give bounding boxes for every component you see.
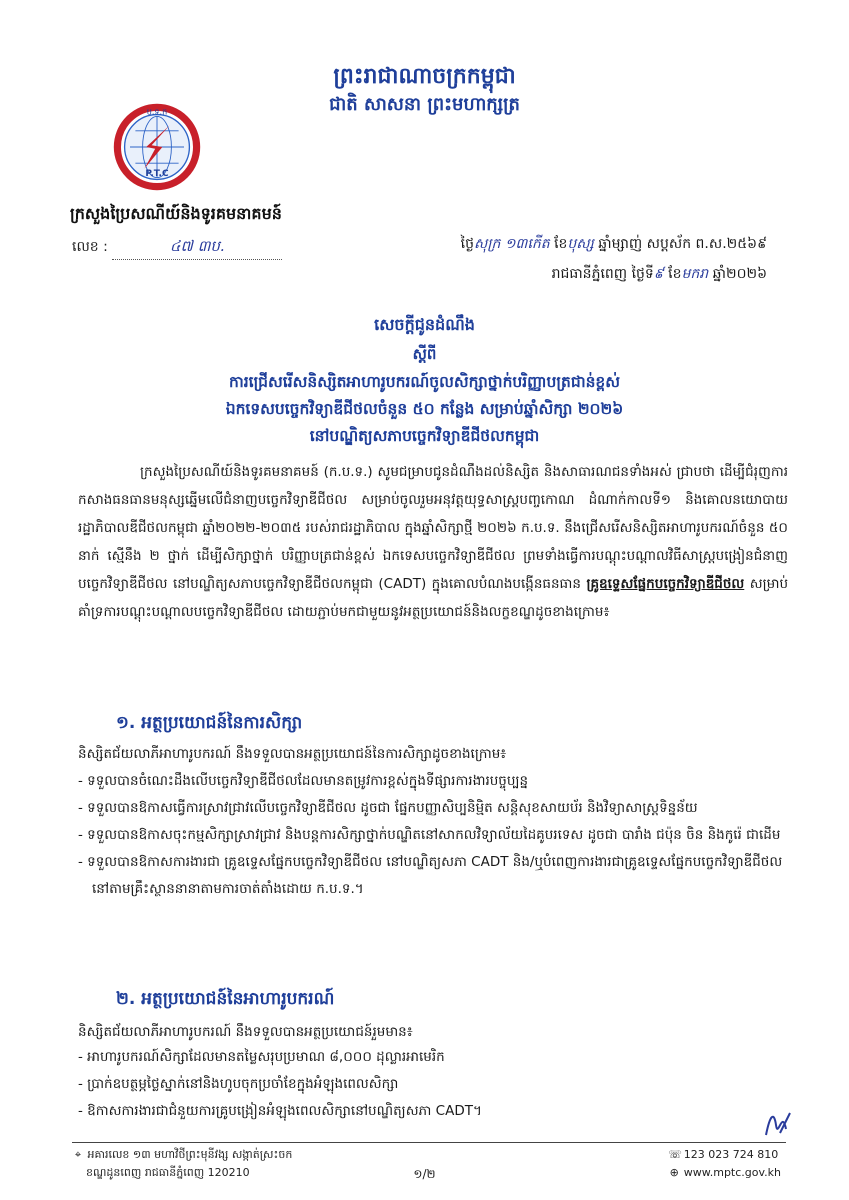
address-line-1: អគារលេខ ១៣ មហាវិថីព្រះមុនីវង្ស សង្កាត់ស្រះចក xyxy=(87,1148,293,1161)
solar-date xyxy=(552,264,767,285)
section-2-heading: ២. អត្ថប្រយោជន៍នៃអាហារូបករណ៍ xyxy=(116,989,335,1009)
subject-line-1: ការជ្រើសរើសនិស្សិតអាហារូបករណ៍ចូលសិក្សាថ្នាក់បរិញ្ញាបត្រជាន់ខ្ពស់ xyxy=(228,373,621,391)
footer-contact xyxy=(668,1146,781,1182)
kingdom-title: ព្រះរាជាណាចក្រកម្ពុជា xyxy=(333,63,516,89)
subject-label: ស្តីពី xyxy=(412,345,437,363)
subject-line-2: ឯកទេសបច្ចេកវិទ្យាឌីជីថលចំនួន ៥០ កន្លែង សម្រាប់ឆ្នាំសិក្សា ២០២៦ xyxy=(225,400,624,418)
intro-underlined: គ្រូឧទ្ទេសផ្នែកបច្ចេកវិទ្យាឌីជីថល xyxy=(586,576,745,592)
reference-label: លេខ : xyxy=(72,239,108,255)
solar-month-prefix: ខែ xyxy=(668,266,682,282)
phone-number: 123 023 724 810 xyxy=(683,1148,779,1161)
solar-day: ៩ xyxy=(653,266,664,282)
website-link[interactable]: www.mptc.gov.kh xyxy=(683,1166,781,1179)
reference-number xyxy=(72,237,282,260)
phone-icon: ☏ xyxy=(668,1148,683,1161)
ministry-logo xyxy=(112,102,202,192)
footer-divider xyxy=(72,1142,786,1143)
solar-year: ឆ្នាំ២០២៦ xyxy=(712,266,767,282)
lunar-date xyxy=(461,234,767,255)
address-line-2: ខណ្ឌដូនពេញ រាជធានីភ្នំពេញ 120210 xyxy=(86,1166,250,1179)
list-item: - ទទួលបានឱកាសចុះកម្មសិក្សាស្រាវជ្រាវ និងបន្តការសិក្សាថ្នាក់បណ្ឌិតនៅសាកលវិទ្យាល័យដៃគូបរទេស ដូចជា បារាំង ជប៉ុន ចិន និងកូរ៉េ ជាដើម xyxy=(78,822,790,849)
intro-text-1: ក្រសួងប្រៃសណីយ៍និងទូរគមនាគមន៍ (ក.ប.ទ.) សូមជម្រាបជូនដំណឹងដល់និស្សិត និងសាធារណជនទាំងអស់ ជ្រាបថា ដើម្បីជំរុញការកសាងធនធានមនុស្សឆ្នើមលើជំនាញបច្ចេកវិទ្យាឌីជីថល សម្រាប់ចូលរួមអនុវត្តយុទ្ធសាស្ត្របញ្ចកោណ ដំណាក់កាលទី១ និងគោលនយោបាយរដ្ឋាភិបាលឌីជីថលកម្ពុជា ឆ្នាំ២០២២-២០៣៥ របស់រាជរដ្ឋាភិបាល ក្នុងឆ្នាំសិក្សាថ្មី ២០២៦ ក.ប.ទ. នឹងជ្រើសរើសនិស្សិតអាហារូបករណ៍ចំនួន ៥០ នាក់ ស្មើនឹង ២ ថ្នាក់ ដើម្បីសិក្សាថ្នាក់ បរិញ្ញាបត្រជាន់ខ្ពស់ ឯកទេសបច្ចេកវិទ្យាឌីជីថល ព្រមទាំងធ្វើការបណ្តុះបណ្តាលវិធីសាស្ត្របង្រៀនជំនាញបច្ចេកវិទ្យាឌីជីថល នៅបណ្ឌិត្យសភាបច្ចេកវិទ្យាឌីជីថលកម្ពុជា (CADT) ក្នុងគោលបំណងបង្កើនធនធាន xyxy=(78,464,788,592)
section-1-list xyxy=(78,768,790,903)
initial-signature xyxy=(760,1105,796,1141)
list-item: - ប្រាក់ឧបត្ថម្ភថ្លៃស្នាក់នៅនិងហូបចុកប្រចាំខែក្នុងអំឡុងពេលសិក្សា xyxy=(78,1071,790,1098)
solar-prefix: រាជធានីភ្នំពេញ ថ្ងៃទី xyxy=(551,266,654,282)
reference-value: ៤៧ ៣ប. xyxy=(169,237,225,255)
logo-text: P.T.C xyxy=(145,168,169,179)
page-number: ១/២ xyxy=(413,1167,436,1181)
logo-top-text: ប.ទ.ក xyxy=(146,106,168,117)
ministry-name: ក្រសួងប្រៃសណីយ៍និងទូរគមនាគមន៍ xyxy=(70,204,282,223)
solar-month: មករា xyxy=(681,266,709,282)
lunar-day-prefix: ថ្ងៃ xyxy=(460,236,474,252)
document-title: សេចក្តីជូនដំណឹង xyxy=(374,315,475,334)
section-1-lead: និស្សិតជ័យលាភីអាហារូបករណ៍ នឹងទទួលបានអត្ថប្រយោជន៍នៃការសិក្សាដូចខាងក្រោម៖ xyxy=(78,746,507,762)
intro-text-2: សម្រាប់គាំទ្រការបណ្តុះបណ្តាលបច្ចេកវិទ្យាឌីជីថល ដោយភ្ជាប់មកជាមួយនូវអត្ថប្រយោជន៍និងលក្ខខណ្ឌដូចខាងក្រោម៖ xyxy=(78,576,789,620)
lunar-day: សុក្រ ១៣កើត xyxy=(473,236,550,252)
subject-line-3: នៅបណ្ឌិត្យសភាបច្ចេកវិទ្យាឌីជីថលកម្ពុជា xyxy=(309,427,540,445)
national-motto: ជាតិ សាសនា ព្រះមហាក្សត្រ xyxy=(329,94,520,115)
list-item: - ទទួលបានចំណេះដឹងលើបច្ចេកវិទ្យាឌីជីថលដែលមានតម្រូវការខ្ពស់ក្នុងទីផ្សារការងារបច្ចុប្បន្ន xyxy=(78,768,790,795)
list-item: - ឱកាសការងារជាជំនួយការគ្រូបង្រៀនអំឡុងពេលសិក្សានៅបណ្ឌិត្យសភា CADT។ xyxy=(78,1098,790,1125)
location-pin-icon: ⌖ xyxy=(74,1148,82,1161)
intro-paragraph xyxy=(78,458,788,626)
list-item: - ទទួលបានឱកាសការងារជា គ្រូឧទ្ទេសផ្នែកបច្ចេកវិទ្យាឌីជីថល នៅបណ្ឌិត្យសភា CADT និង/ឬបំពេញការងារជាគ្រូឧទ្ទេសផ្នែកបច្ចេកវិទ្យាឌីជីថលនៅតាមគ្រឹះស្ថាននានាតាមការចាត់តាំងដោយ ក.ប.ទ.។ xyxy=(78,849,790,903)
lunar-month-prefix: ខែ xyxy=(554,236,568,252)
section-1-heading: ១. អត្ថប្រយោជន៍នៃការសិក្សា xyxy=(116,713,303,733)
section-2-list xyxy=(78,1044,790,1125)
section-2-lead: និស្សិតជ័យលាភីអាហារូបករណ៍ នឹងទទួលបានអត្ថប្រយោជន៍រួមមាន៖ xyxy=(78,1024,413,1040)
lunar-month: បុស្ស xyxy=(567,236,594,252)
list-item: - អាហារូបករណ៍សិក្សាដែលមានតម្លៃសរុបប្រមាណ ៨,០០០ ដុល្លារអាមេរិក xyxy=(78,1044,790,1071)
globe-icon: ⊕ xyxy=(669,1166,679,1179)
lunar-year: ឆ្នាំម្សាញ់ សប្តស័ក ព.ស.២៥៦៩ xyxy=(598,236,767,252)
list-item: - ទទួលបានឱកាសធ្វើការស្រាវជ្រាវលើបច្ចេកវិទ្យាឌីជីថល ដូចជា ផ្នែកបញ្ញាសិប្បនិម្មិត សន្តិសុខសាយប័រ និងវិទ្យាសាស្ត្រទិន្នន័យ xyxy=(78,795,790,822)
